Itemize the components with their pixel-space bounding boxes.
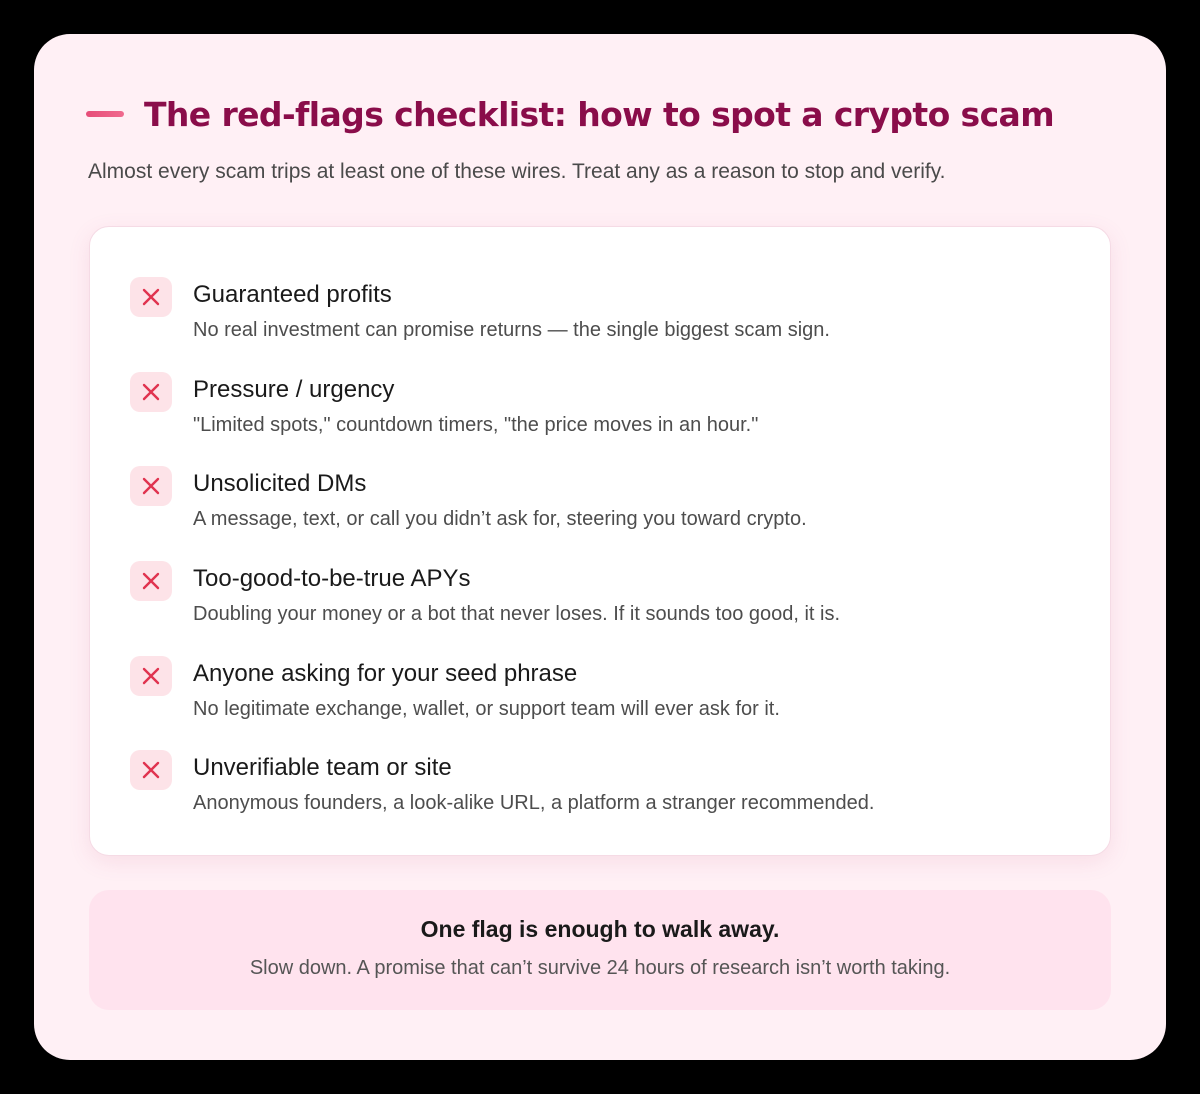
item-title: Unverifiable team or site xyxy=(193,754,452,781)
item-title: Unsolicited DMs xyxy=(193,470,367,497)
x-icon xyxy=(130,277,172,317)
list-item xyxy=(130,654,1070,734)
item-title: Pressure / urgency xyxy=(193,376,395,403)
item-description: "Limited spots," countdown timers, "the price moves in an hour." xyxy=(193,414,759,436)
page-title: The red-flags checklist: how to spot a crypto scam xyxy=(144,94,1055,134)
x-icon xyxy=(130,561,172,601)
checklist-card xyxy=(34,34,1166,1060)
list-item xyxy=(130,748,1070,828)
page-subtitle: Almost every scam trips at least one of these wires. Treat any as a reason to stop and verify. xyxy=(88,160,946,183)
x-icon xyxy=(130,750,172,790)
item-description: Doubling your money or a bot that never loses. If it sounds too good, it is. xyxy=(193,603,841,625)
x-icon xyxy=(130,466,172,506)
list-item xyxy=(130,275,1070,355)
item-title: Too-good-to-be-true APYs xyxy=(193,565,471,592)
item-title: Anyone asking for your seed phrase xyxy=(193,660,578,687)
item-description: No legitimate exchange, wallet, or support team will ever ask for it. xyxy=(193,698,780,720)
title-row xyxy=(86,94,1054,134)
x-icon xyxy=(130,656,172,696)
callout-title: One flag is enough to walk away. xyxy=(420,916,780,942)
accent-dash xyxy=(86,111,124,117)
list-item xyxy=(130,370,1070,450)
red-flags-list xyxy=(89,226,1111,856)
item-description: Anonymous founders, a look-alike URL, a platform a stranger recommended. xyxy=(193,792,875,814)
item-description: A message, text, or call you didn’t ask for, steering you toward crypto. xyxy=(193,508,807,530)
x-icon xyxy=(130,372,172,412)
item-description: No real investment can promise returns — the single biggest scam sign. xyxy=(193,319,830,341)
item-title: Guaranteed profits xyxy=(193,281,392,308)
callout-box xyxy=(89,890,1111,1010)
list-item xyxy=(130,559,1070,639)
callout-description: Slow down. A promise that can’t survive 24 hours of research isn’t worth taking. xyxy=(249,957,951,979)
list-item xyxy=(130,464,1070,544)
